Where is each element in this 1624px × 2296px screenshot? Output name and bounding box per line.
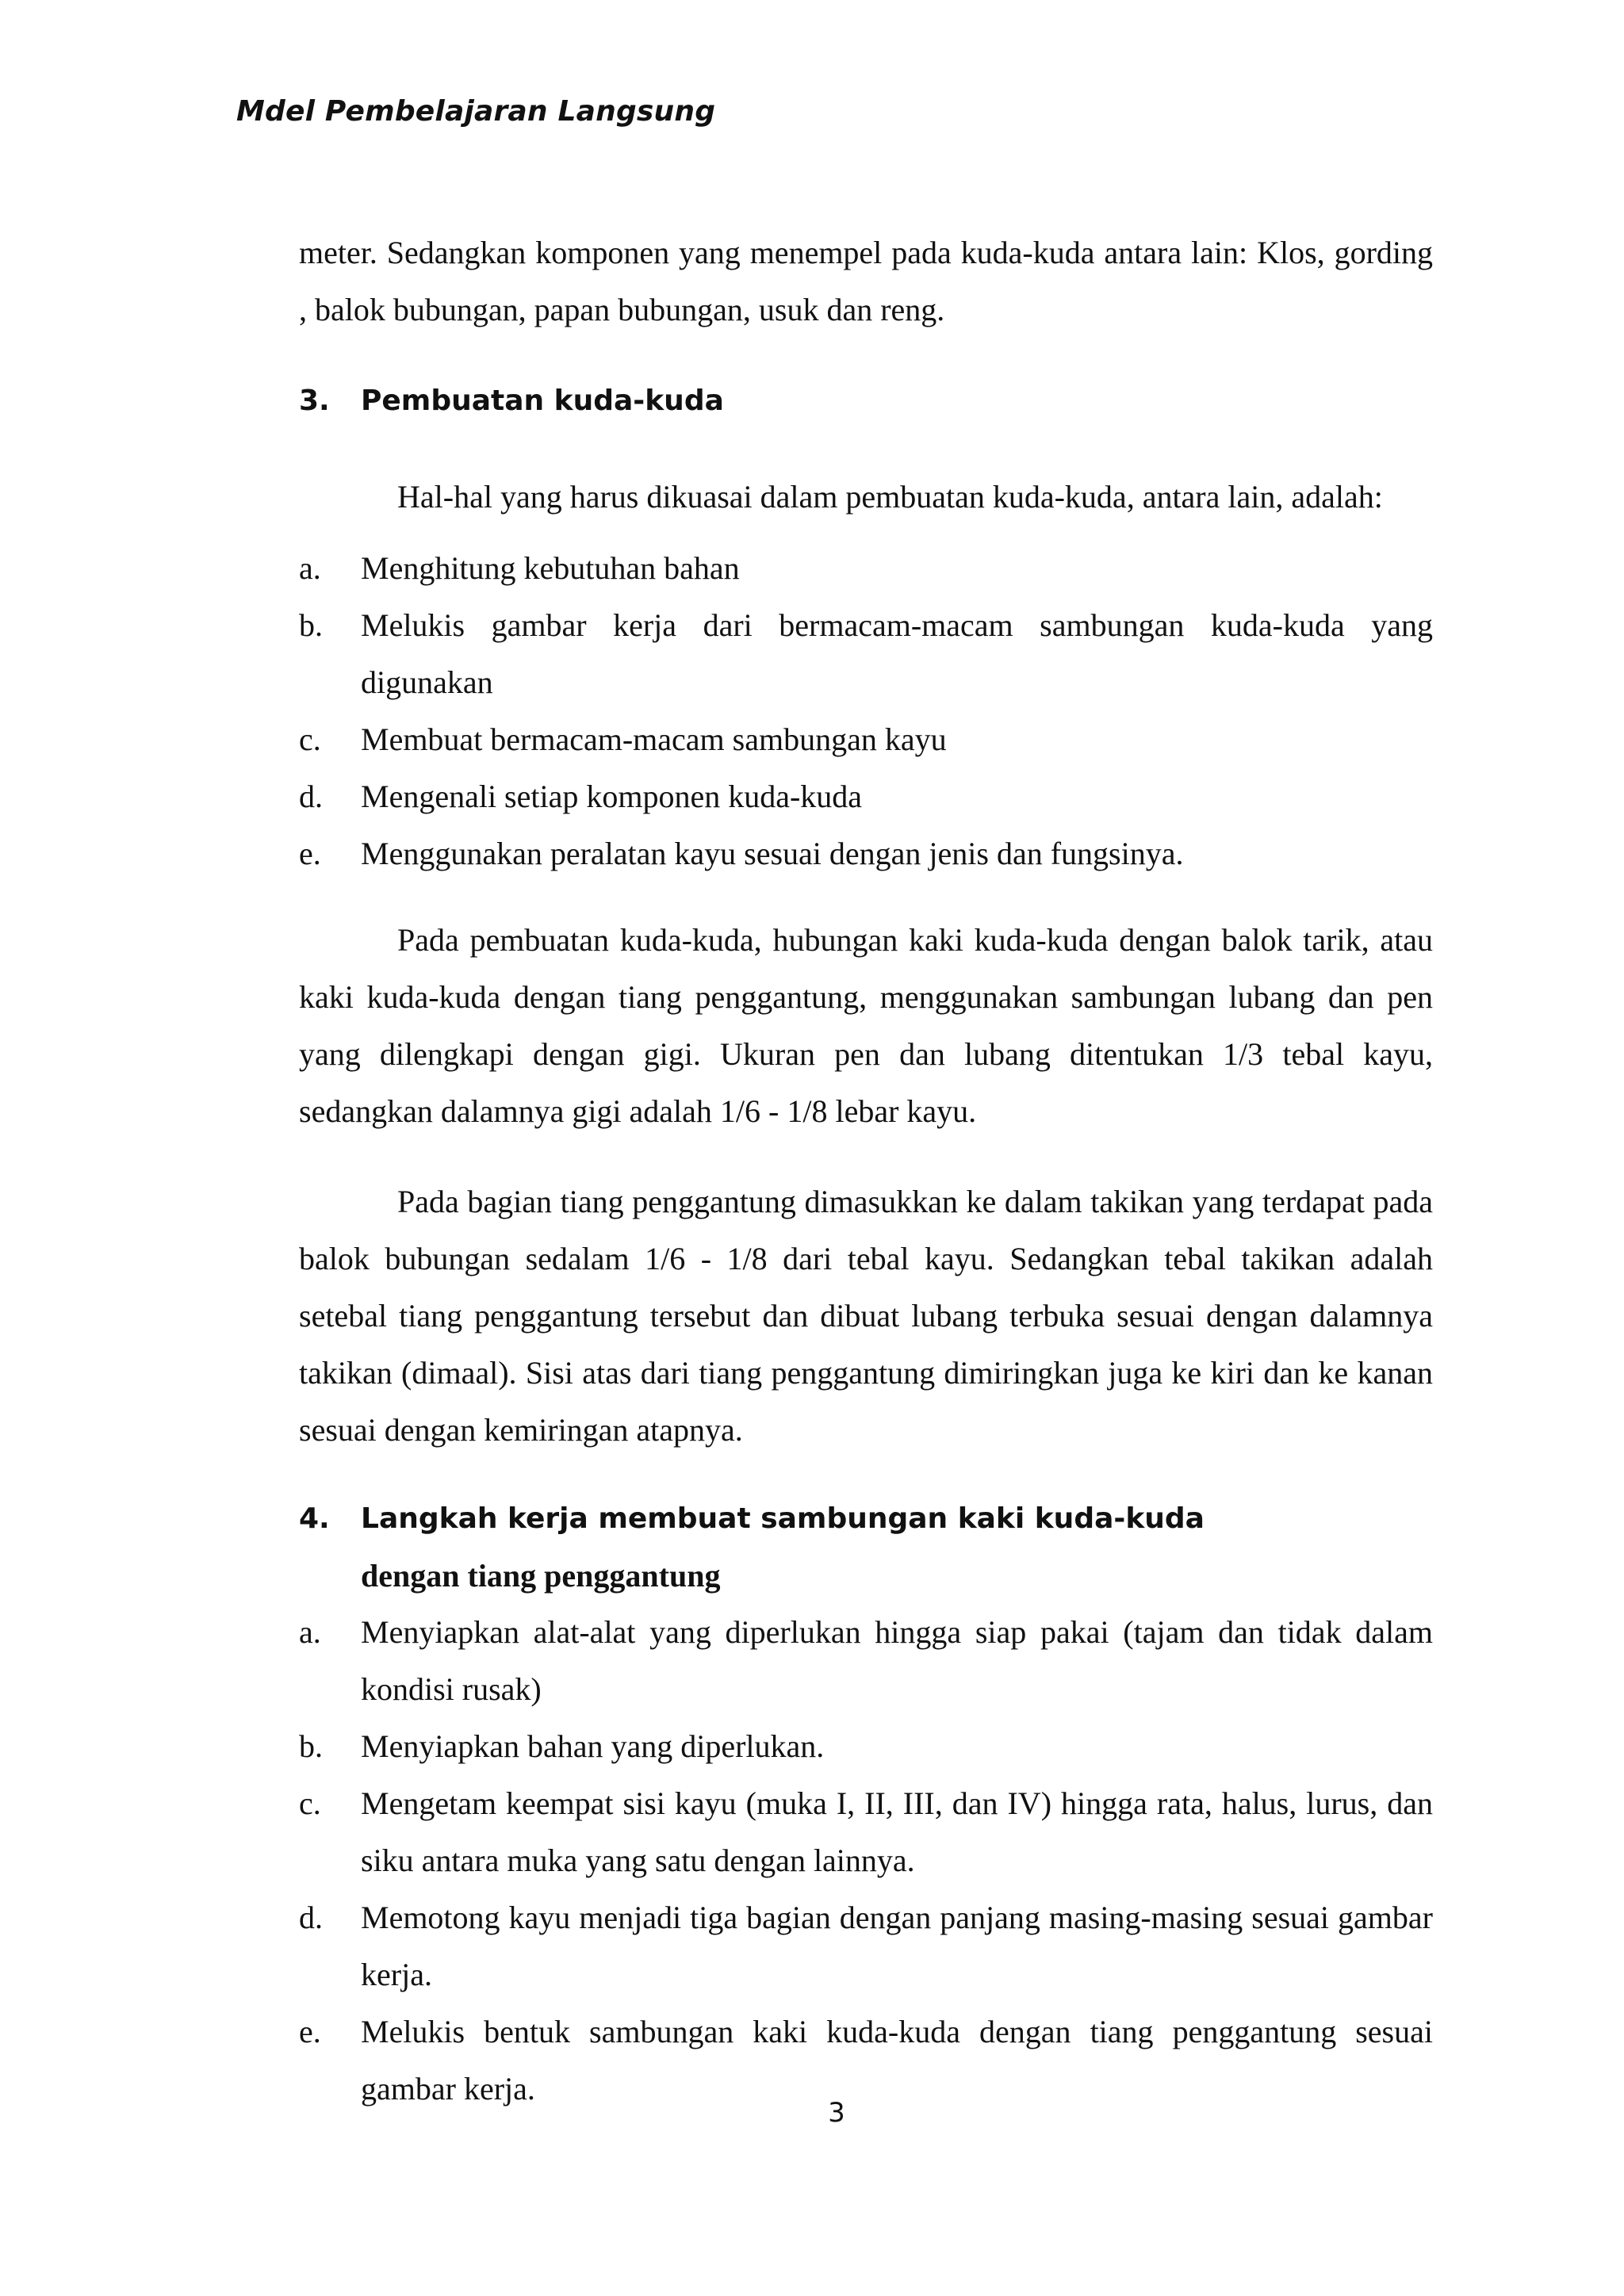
section-4-title: Langkah kerja membuat sambungan kaki kuda-kuda (361, 1502, 1205, 1535)
list-marker: e. (299, 2014, 321, 2049)
list-item (299, 540, 1433, 597)
list-marker: c. (299, 721, 321, 757)
list-marker: a. (299, 1614, 321, 1650)
section-3-lead: Hal-hal yang harus dikuasai dalam pembuatan kuda-kuda, antara lain, adalah: (397, 479, 1383, 515)
list-marker: c. (299, 1785, 321, 1821)
section-3-title: Pembuatan kuda-kuda (361, 385, 724, 417)
list-item (299, 1604, 1433, 1718)
list-item-text: Melukis gambar kerja dari bermacam-macam sambungan kuda-kuda yang digunakan (361, 607, 1433, 700)
list-marker: b. (299, 607, 323, 643)
list-item-text: Memotong kayu menjadi tiga bagian dengan panjang masing-masing sesuai gambar kerja. (361, 1900, 1433, 1992)
list-item-text: Melukis bentuk sambungan kaki kuda-kuda dengan tiang penggantung sesuai gambar kerja. (361, 2014, 1433, 2107)
section-3-list (299, 540, 1433, 882)
list-item (299, 597, 1433, 711)
list-item-text: Menyiapkan alat-alat yang diperlukan hingga siap pakai (tajam dan tidak dalam kondisi rusak) (361, 1614, 1433, 1707)
intro-paragraph: meter. Sedangkan komponen yang menempel pada kuda-kuda antara lain: Klos, gording , balok bubungan, papan bubungan, usuk dan reng. (299, 235, 1433, 327)
list-item-text: Mengetam keempat sisi kayu (muka I, II, III, dan IV) hingga rata, halus, lurus, dan siku antara muka yang satu dengan lainnya. (361, 1785, 1433, 1878)
page-number: 3 (828, 2097, 845, 2129)
list-marker: b. (299, 1728, 323, 1764)
list-item-text: Menggunakan peralatan kayu sesuai dengan jenis dan fungsinya. (361, 836, 1184, 871)
section-3-number: 3. (299, 385, 330, 417)
section-3-heading (299, 373, 724, 430)
list-item (299, 1775, 1433, 1889)
section-3-paragraph-1: Pada pembuatan kuda-kuda, hubungan kaki kuda-kuda dengan balok tarik, atau kaki kuda-kuda dengan tiang penggantung, menggunakan sambungan lubang dan pen yang dilengkapi dengan gigi. Ukuran pen dan lubang ditentukan 1/3 tebal kayu, sedangkan dalamnya gigi adalah 1/6 - 1/8 lebar kayu. (299, 922, 1433, 1129)
list-marker: e. (299, 836, 321, 871)
running-header: Mdel Pembelajaran Langsung (236, 95, 716, 128)
section-3-paragraph-2: Pada bagian tiang penggantung dimasukkan ke dalam takikan yang terdapat pada balok bubungan sedalam 1/6 - 1/8 dari tebal kayu. Sedangkan tebal takikan adalah setebal tiang penggantung tersebut dan dibuat lubang terbuka sesuai dengan dalamnya takikan (dimaal). Sisi atas dari tiang penggantung dimiringkan juga ke kiri dan ke kanan sesuai dengan kemiringan atapnya. (299, 1184, 1433, 1448)
section-4-heading (299, 1490, 1205, 1548)
list-item (299, 1889, 1433, 2003)
list-item-text: Menghitung kebutuhan bahan (361, 550, 740, 586)
list-item-text: Menyiapkan bahan yang diperlukan. (361, 1728, 825, 1764)
list-marker: d. (299, 1900, 323, 1935)
list-marker: d. (299, 779, 323, 814)
list-item (299, 711, 1433, 768)
list-item-text: Mengenali setiap komponen kuda-kuda (361, 779, 863, 814)
list-item-text: Membuat bermacam-macam sambungan kayu (361, 721, 947, 757)
section-4-number: 4. (299, 1502, 330, 1535)
list-item (299, 825, 1433, 882)
section-4-subtitle: dengan tiang penggantung (361, 1558, 721, 1594)
list-item (299, 1718, 1433, 1775)
section-4-list (299, 1604, 1433, 2118)
list-item (299, 768, 1433, 825)
list-marker: a. (299, 550, 321, 586)
